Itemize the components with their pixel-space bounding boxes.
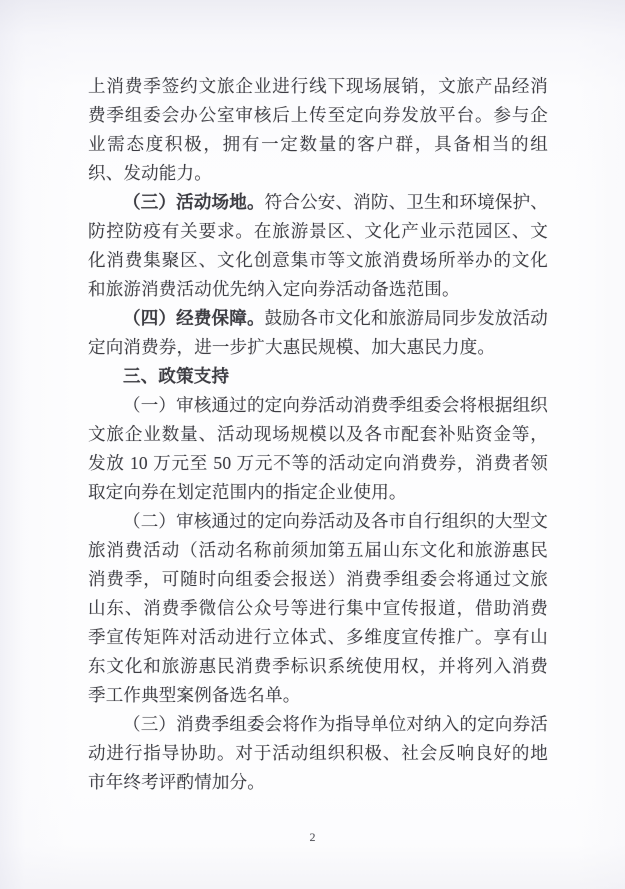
paragraph-policy-2: （二）审核通过的定向券活动及各市自行组织的大型文旅消费活动（活动名称前须加第五届山东文化和旅游惠民消费季，可随时向组委会报送）消费季组委会将通过文旅山东、消费季微信公众号等进行集中宣传报道，借助消费季宣传矩阵对活动进行立体式、多维度宣传推广。享有山东文化和旅游惠民消费季标识系统使用权，并将列入消费季工作典型案例备选名单。 <box>88 511 548 705</box>
paragraph-policy-1: （一）审核通过的定向券活动消费季组委会将根据组织文旅企业数量、活动现场规模以及各市配套补贴资金等，发放 10 万元至 50 万元不等的活动定向消费券，消费者领取定向券在划定范围内的指定企业使用。 <box>88 395 548 502</box>
page-number: 2 <box>309 830 316 844</box>
item-3-lead: （三）活动场地。 <box>123 192 265 212</box>
item-3-body: 符合公安、消防、卫生和环境保护、防控防疫有关要求。在旅游景区、文化产业示范园区、文化消费集聚区、文化创意集市等文旅消费场所举办的文化和旅游消费活动优先纳入定向券活动备选范围。 <box>88 192 548 299</box>
section-heading-policy-support: 三、政策支持 <box>123 366 230 386</box>
item-4-lead: （四）经费保障。 <box>123 308 265 328</box>
document-body <box>88 72 548 797</box>
paragraph-continuation: 上消费季签约文旅企业进行线下现场展销，文旅产品经消费季组委会办公室审核后上传至定向券发放平台。参与企业需态度积极，拥有一定数量的客户群，具备相当的组织、发动能力。 <box>88 76 548 183</box>
paragraph-item-3 <box>88 188 548 304</box>
paragraph-policy-3: （三）消费季组委会将作为指导单位对纳入的定向券活动进行指导协助。对于活动组织积极、社会反响良好的地市年终考评酌情加分。 <box>88 714 548 792</box>
paragraph-item-4 <box>88 304 548 362</box>
item-4-body: 鼓励各市文化和旅游局同步发放活动定向消费券，进一步扩大惠民规模、加大惠民力度。 <box>88 308 548 357</box>
